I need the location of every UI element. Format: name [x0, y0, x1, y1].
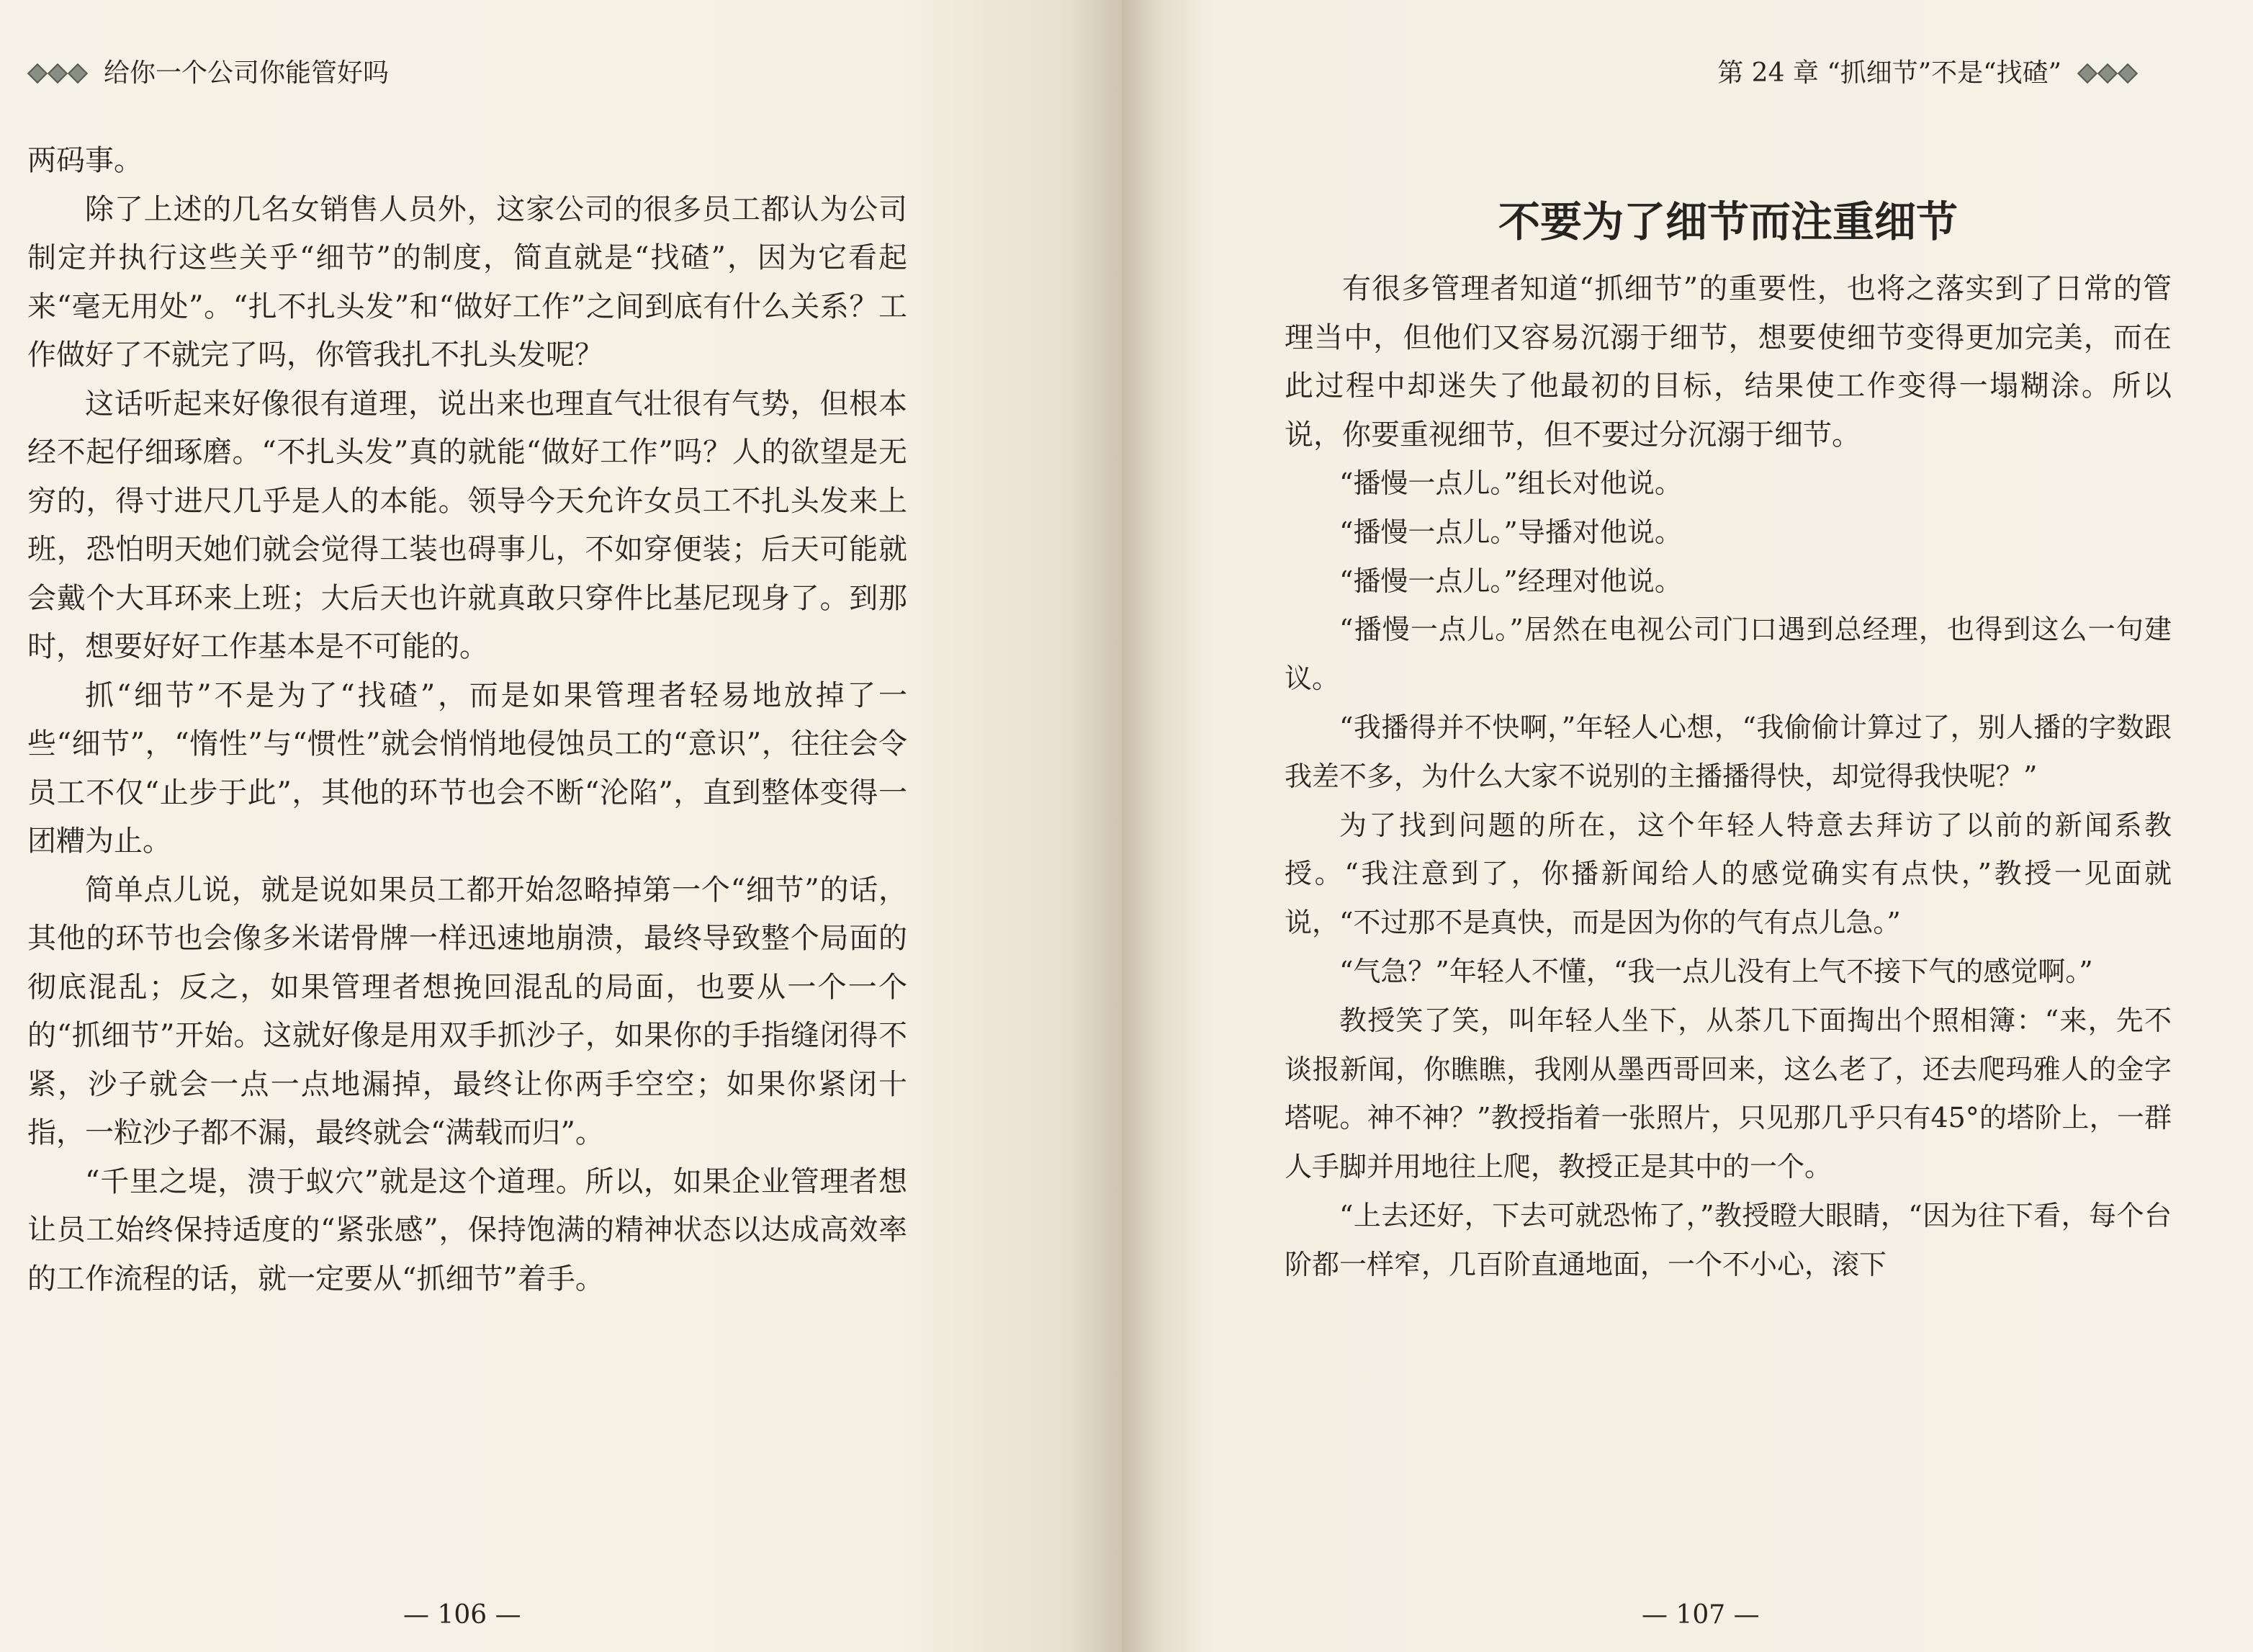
- story-paragraph: “气急？”年轻人不懂，“我一点儿没有上气不接下气的感觉啊。”: [1339, 955, 2093, 987]
- left-page: [0, 0, 1122, 1652]
- story-paragraph: “播慢一点儿。”居然在电视公司门口遇到总经理，也得到这么一句建议。: [1285, 614, 2172, 695]
- paragraph: 抓“细节”不是为了“找碴”，而是如果管理者轻易地放掉了一些“细节”，“惰性”与“惯性”就会悄悄地侵蚀员工的“意识”，往往会令员工不仅“止步于此”，其他的环节也会不断“沦陷”，直到整体变得一团糟为止。: [27, 678, 907, 858]
- page-number-right: — 107 —: [1642, 1600, 1760, 1630]
- diamond-ornament-icon: [27, 66, 88, 81]
- page-number-left: — 106 —: [403, 1600, 521, 1630]
- story-paragraph: “播慢一点儿。”导播对他说。: [1339, 516, 1682, 548]
- running-head-left: [27, 52, 389, 95]
- intro-paragraph: 有很多管理者知道“抓细节”的重要性，也将之落实到了日常的管理当中，但他们又容易沉溺于细节，想要使细节变得更加完美，而在此过程中却迷失了他最初的目标，结果使工作变得一塌糊涂。所以说，你要重视细节，但不要过分沉溺于细节。: [1285, 272, 2172, 452]
- paragraph: “千里之堤，溃于蚁穴”就是这个道理。所以，如果企业管理者想让员工始终保持适度的“紧张感”，保持饱满的精神状态以达成高效率的工作流程的话，就一定要从“抓细节”着手。: [27, 1164, 907, 1296]
- story-paragraph: “上去还好，下去可就恐怖了，”教授瞪大眼睛，“因为往下看，每个台阶都一样窄，几百阶直通地面，一个不小心，滚下: [1285, 1199, 2172, 1280]
- diamond-ornament-icon: [2077, 66, 2138, 81]
- story-paragraph: “播慢一点儿。”经理对他说。: [1339, 565, 1682, 597]
- story-paragraph: 教授笑了笑，叫年轻人坐下，从茶几下面掏出个照相簿：“来，先不谈报新闻，你瞧瞧，我刚从墨西哥回来，这么老了，还去爬玛雅人的金字塔呢。神不神？”教授指着一张照片，只见那几乎只有45°的塔阶上，一群人手脚并用地往上爬，教授正是其中的一个。: [1285, 1004, 2172, 1183]
- left-body-text: [27, 137, 907, 1303]
- paragraph: 除了上述的几名女销售人员外，这家公司的很多员工都认为公司制定并执行这些关乎“细节”的制度，简直就是“找碴”，因为它看起来“毫无用处”。“扎不扎头发”和“做好工作”之间到底有什么关系？工作做好了不就完了吗，你管我扎不扎头发呢？: [27, 192, 907, 372]
- paragraph: 两码事。: [27, 144, 143, 177]
- running-head-right: [1717, 52, 2138, 95]
- story-paragraph: 为了找到问题的所在，这个年轻人特意去拜访了以前的新闻系教授。“我注意到了，你播新闻给人的感觉确实有点快，”教授一见面就说，“不过那不是真快，而是因为你的气有点儿急。”: [1285, 809, 2172, 939]
- right-page: [1122, 0, 2253, 1652]
- paragraph: 简单点儿说，就是说如果员工都开始忽略掉第一个“细节”的话，其他的环节也会像多米诺骨牌一样迅速地崩溃，最终导致整个局面的彻底混乱；反之，如果管理者想挽回混乱的局面，也要从一个一个的“抓细节”开始。这就好像是用双手抓沙子，如果你的手指缝闭得不紧，沙子就会一点一点地漏掉，最终让你两手空空；如果你紧闭十指，一粒沙子都不漏，最终就会“满载而归”。: [27, 873, 907, 1149]
- paragraph: 这话听起来好像很有道理，说出来也理直气壮很有气势，但根本经不起仔细琢磨。“不扎头发”真的就能“做好工作”吗？人的欲望是无穷的，得寸进尺几乎是人的本能。领导今天允许女员工不扎头发来上班，恐怕明天她们就会觉得工装也碍事儿，不如穿便装；后天可能就会戴个大耳环来上班；大后天也许就真敢只穿件比基尼现身了。到那时，想要好好工作基本是不可能的。: [27, 387, 907, 663]
- story-paragraph: “我播得并不快啊，”年轻人心想，“我偷偷计算过了，别人播的字数跟我差不多，为什么大家不说别的主播播得快，却觉得我快呢？”: [1285, 711, 2172, 792]
- chapter-title: 第 24 章 “抓细节”不是“找碴”: [1717, 58, 2061, 88]
- right-body-text: [1285, 265, 2172, 1290]
- story-paragraph: “播慢一点儿。”组长对他说。: [1339, 467, 1682, 499]
- book-title: 给你一个公司你能管好吗: [104, 58, 390, 88]
- section-title: 不要为了细节而注重细节: [1498, 197, 1958, 246]
- story-block: [1285, 459, 2172, 1290]
